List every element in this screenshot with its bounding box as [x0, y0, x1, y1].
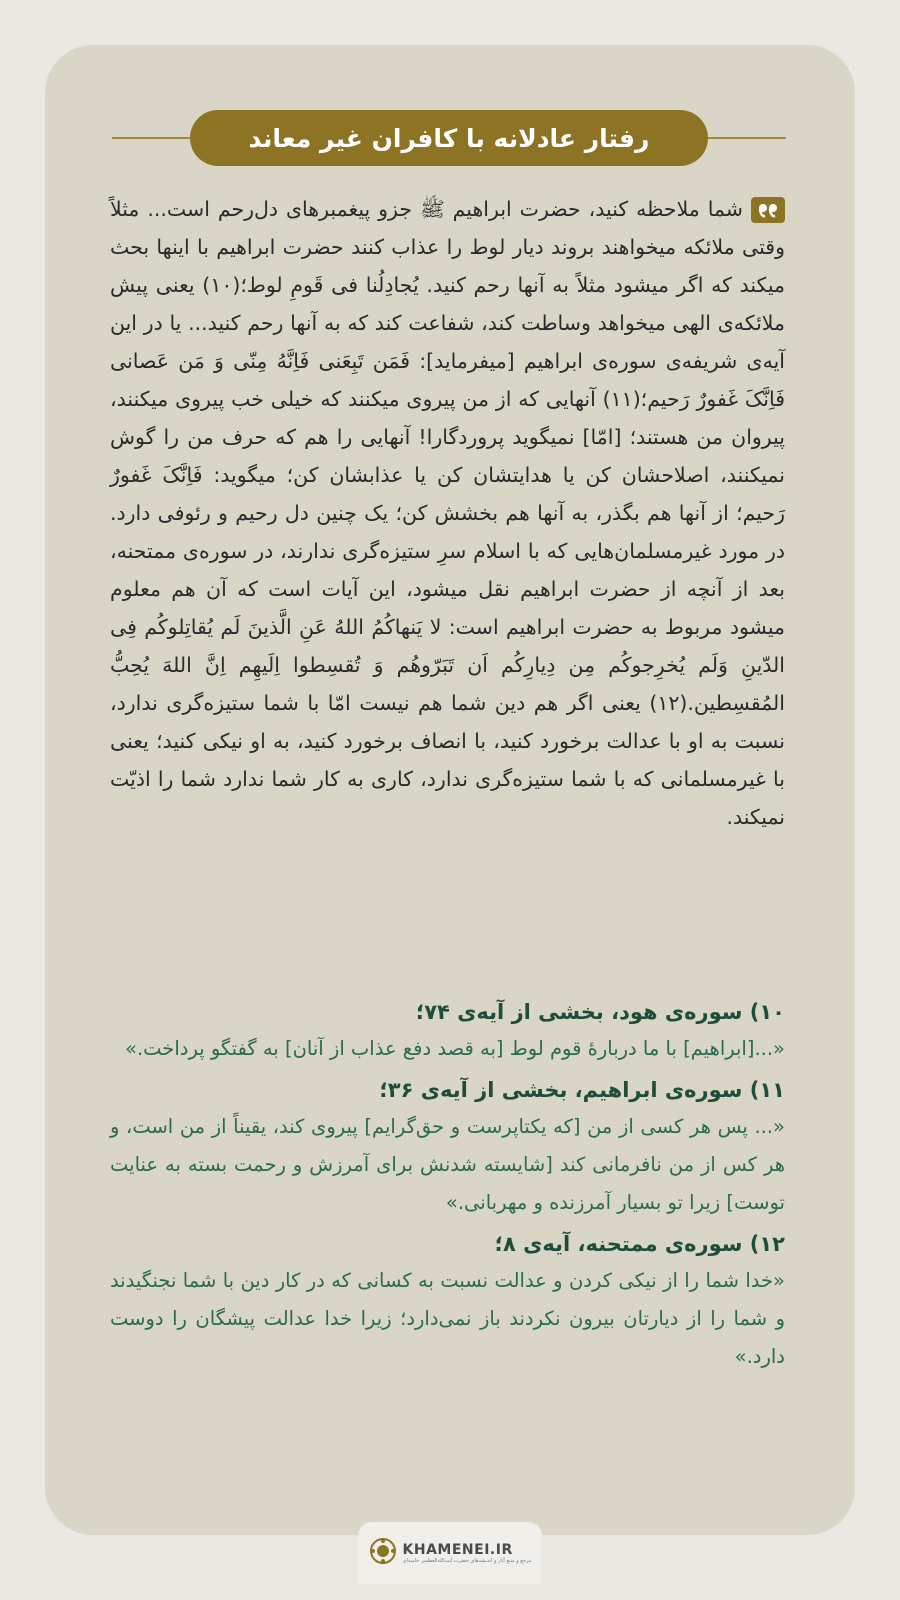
title-divider-left [112, 137, 190, 139]
main-text [110, 190, 785, 836]
footnote-item [110, 994, 785, 1068]
footnotes [110, 990, 785, 1376]
title-divider-right [708, 137, 786, 139]
footnote-text: «... پس هر کسی از من [که یکتاپرست و حق‌گرایم] پیروی کند، یقیناً از من است، و هر کس از من نافرمانی کند [شایسته شدنش برای آمرزش و رحمت بسته به عنایت توست] زیرا تو بسیار آمرزنده و مهربانی.» [110, 1115, 785, 1214]
footnote-text: «خدا شما را از نیکی کردن و عدالت نسبت به کسانی که در کار دین با شما نجنگیدند و شما را از دیارتان بیرون نکردند باز نمی‌دارد؛ زیرا خدا عدالت پیشگان را دوست دارد.» [110, 1269, 785, 1368]
footnote-item [110, 1072, 785, 1222]
main-paragraph: شما ملاحظه کنید، حضرت ابراهیم ﷺ جزو پیغمبرهای دل‌رحم است... مثلاً وقتی ملائکه میخواهند بروند دیار لوط را عذاب کنند حضرت ابراهیم با اینها بحث میکند که اگر میشود مثلاً به آنها رحم کنید. یُجادِلُنا فی قَومِ لوط؛(۱۰) یعنی پیش ملائکه‌ی الهی میخواهد وساطت کند، شفاعت کند که به آنها رحم کنید... یا در این آیه‌ی شریفه‌ی سوره‌ی ابراهیم [میفرماید]: فَمَن تَبِعَنی فَاِنَّهُ مِنّی وَ مَن عَصانی فَاِنَّکَ غَفورٌ رَحیم؛(۱۱) آنهایی که از من پیروی میکنند که خیلی خب پیروی میکنند، پیروان من هستند؛ [امّا] نمیگوید پروردگارا! آنهایی را هم که حرف من را گوش نمیکنند، اصلاحشان کن یا هدایتشان کن یا عذابشان کن؛ میگوید: فَاِنَّکَ غَفورٌ رَحیم؛ از آنها هم بگذر، به آنها هم بخشش کن؛ یک چنین دل رحیم و رئوفی دارد. در مورد غیرمسلمان‌هایی که با اسلام سرِ ستیزه‌گری ندارند، در سوره‌ی ممتحنه، بعد از آنچه از حضرت ابراهیم نقل میشود، این آیات است که آن هم معلوم میشود مربوط به حضرت ابراهیم است: لا یَنهاکُمُ اللهُ عَنِ الَّذینَ لَم یُقاتِلوکُم فِی الدّینِ وَلَم یُخرِجوکُم مِن دِیارِکُم اَن تَبَرّوهُم وَ تُقسِطوا اِلَیهِم اِنَّ اللهَ یُحِبُّ المُقسِطین.(۱۲) یعنی اگر هم دین شما هم نیست امّا با شما ستیزه‌گری ندارد، نسبت به او با عدالت برخورد کنید، با انصاف برخورد کنید، به او نیکی کنید؛ یعنی با غیرمسلمانی که با شما ستیزه‌گری ندارد، کاری به کار شما ندارد شما را اذیّت نمیکند. [110, 197, 785, 829]
title-area [0, 110, 900, 166]
logo-text: KHAMENEI.IR [402, 1542, 513, 1558]
footer-logo[interactable] [358, 1522, 542, 1584]
footnote-title: ۱۲) سوره‌ی ممتحنه، آیه‌ی ۸؛ [494, 1232, 785, 1256]
logo-subtext: مرجع و منبع آثار و اندیشه‌های حضرت آیت‌الله‌العظمی خامنه‌ای [402, 1558, 532, 1564]
page-title: رفتار عادلانه با کافران غیر معاند [190, 110, 708, 166]
footnote-title: ۱۰) سوره‌ی هود، بخشی از آیه‌ی ۷۴؛ [415, 1000, 785, 1024]
footnote-item [110, 1226, 785, 1376]
khamenei-logo-icon [369, 1537, 397, 1569]
footnote-text: «...[ابراهیم] با ما دربارهٔ قوم لوط [به قصد دفع عذاب از آنان] به گفتگو پرداخت.» [125, 1037, 785, 1060]
footnote-title: ۱۱) سوره‌ی ابراهیم، بخشی از آیه‌ی ۳۶؛ [379, 1078, 785, 1102]
quote-mark-icon [751, 197, 785, 223]
